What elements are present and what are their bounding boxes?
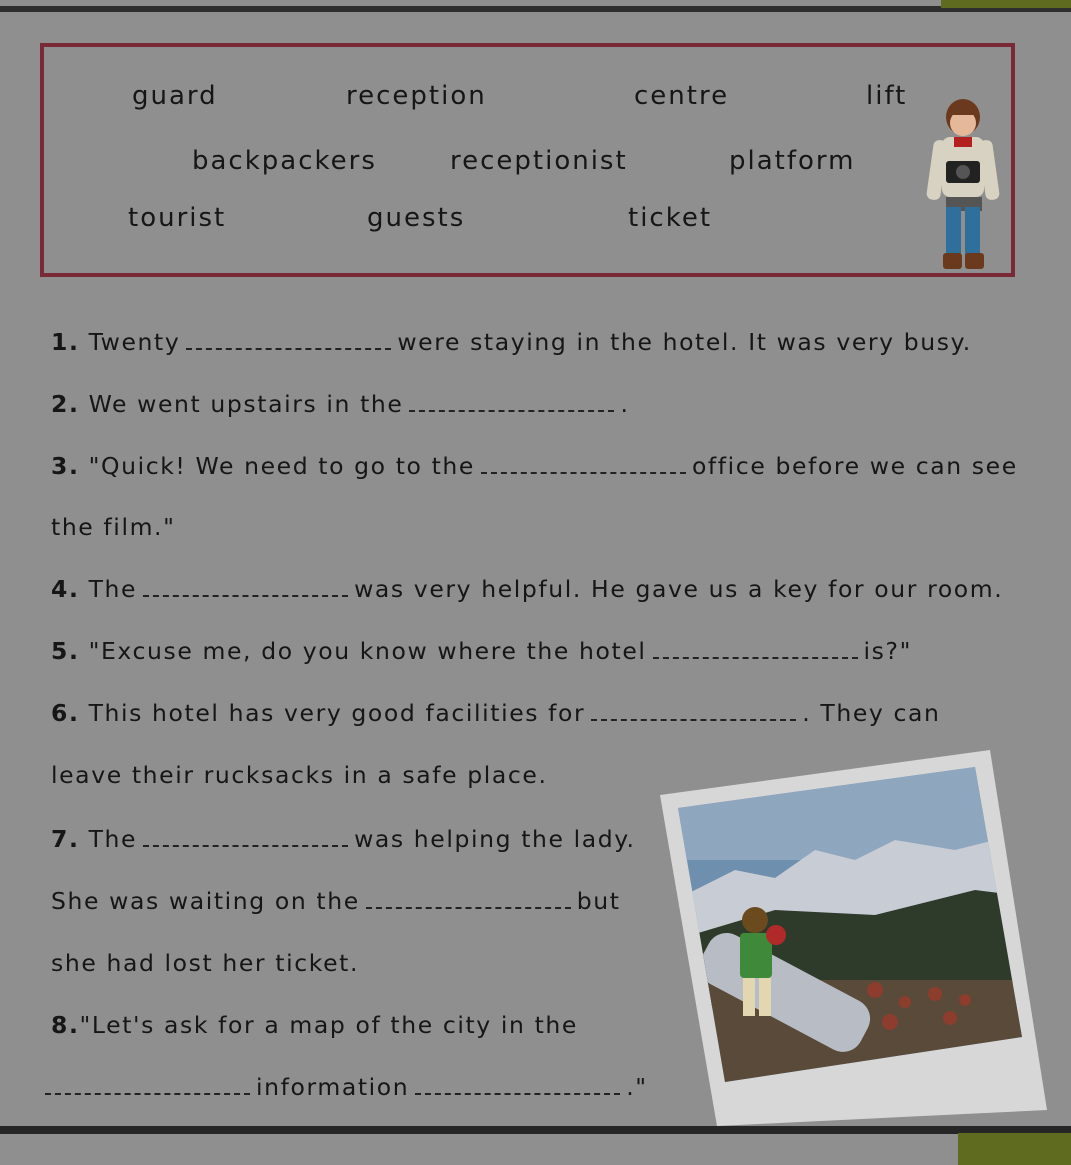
question-text: . <box>620 390 630 418</box>
question-number: 7. <box>51 825 80 853</box>
bottom-accent-bar <box>958 1133 1071 1165</box>
question-text: were staying in the hotel. It was very busy. <box>397 328 972 356</box>
question-text: The <box>88 825 138 853</box>
answer-blank[interactable] <box>409 408 614 412</box>
top-accent-bar <box>941 0 1071 8</box>
question-text: We went upstairs in the <box>88 390 404 418</box>
question-7-line-2 <box>51 887 621 915</box>
word-reception: reception <box>346 81 487 111</box>
question-8 <box>51 1011 578 1039</box>
question-text: "Quick! We need to go to the <box>88 452 475 480</box>
question-number: 5. <box>51 637 80 665</box>
answer-blank[interactable] <box>653 655 858 659</box>
question-text: is?" <box>863 637 912 665</box>
question-3-continued: the film." <box>51 513 176 541</box>
top-rule <box>0 6 1071 12</box>
answer-blank[interactable] <box>45 1091 250 1095</box>
polaroid-photo <box>655 750 1071 1130</box>
word-guests: guests <box>367 203 466 233</box>
question-number: 6. <box>51 699 80 727</box>
word-platform: platform <box>729 146 856 176</box>
word-backpackers: backpackers <box>192 146 377 176</box>
question-number: 2. <box>51 390 80 418</box>
question-number: 3. <box>51 452 80 480</box>
question-text: office before we can see <box>691 452 1018 480</box>
question-text: She was waiting on the <box>51 887 360 915</box>
question-6 <box>51 699 941 727</box>
question-1 <box>51 328 972 356</box>
question-text: but <box>576 887 621 915</box>
question-3 <box>51 452 1018 480</box>
word-lift: lift <box>866 81 908 111</box>
answer-blank[interactable] <box>591 717 796 721</box>
word-bank-box <box>40 43 1015 277</box>
question-text: This hotel has very good facilities for <box>88 699 586 727</box>
word-ticket: ticket <box>628 203 713 233</box>
answer-blank[interactable] <box>143 593 348 597</box>
question-8-line-2 <box>45 1073 648 1101</box>
answer-blank[interactable] <box>481 470 686 474</box>
word-receptionist: receptionist <box>450 146 628 176</box>
question-text: was very helpful. He gave us a key for our room. <box>354 575 1004 603</box>
question-7-continued: she had lost her ticket. <box>51 949 360 977</box>
question-7 <box>51 825 636 853</box>
question-number: 4. <box>51 575 80 603</box>
word-tourist: tourist <box>128 203 227 233</box>
question-text: Twenty <box>88 328 181 356</box>
question-4 <box>51 575 1003 603</box>
answer-blank[interactable] <box>415 1091 620 1095</box>
question-5 <box>51 637 912 665</box>
question-text: "Let's ask for a map of the city in the <box>79 1011 578 1039</box>
question-text: . They can <box>802 699 941 727</box>
question-2 <box>51 390 630 418</box>
question-number: 1. <box>51 328 80 356</box>
word-guard: guard <box>132 81 218 111</box>
question-text: ." <box>626 1073 648 1101</box>
toy-tourist-figure <box>920 95 1005 275</box>
question-text: information <box>256 1073 410 1101</box>
question-text: "Excuse me, do you know where the hotel <box>88 637 647 665</box>
question-text: was helping the lady. <box>354 825 636 853</box>
answer-blank[interactable] <box>186 346 391 350</box>
bottom-rule <box>0 1126 1071 1134</box>
question-6-continued: leave their rucksacks in a safe place. <box>51 761 548 789</box>
word-centre: centre <box>634 81 730 111</box>
answer-blank[interactable] <box>366 905 571 909</box>
question-text: The <box>88 575 138 603</box>
answer-blank[interactable] <box>143 843 348 847</box>
question-number: 8. <box>51 1011 80 1039</box>
